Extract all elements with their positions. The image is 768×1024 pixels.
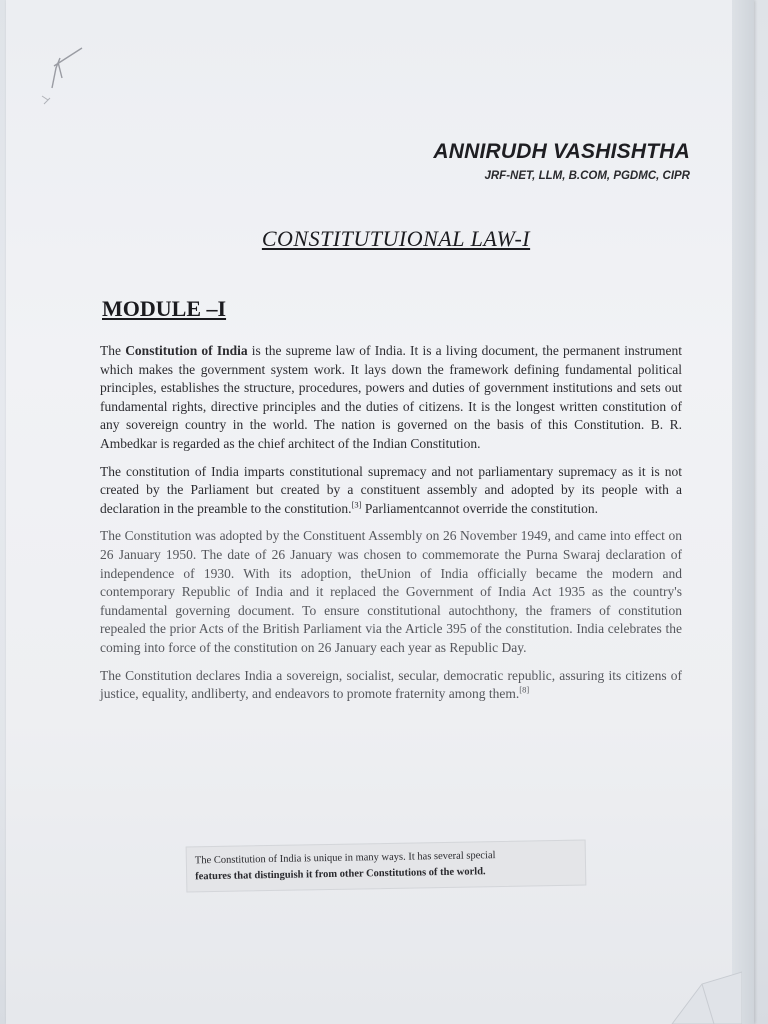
pen-scribble-mark: [34, 38, 94, 108]
body-text: [100, 342, 682, 713]
paragraph-4: The Constitution declares India a sovereign, socialist, secular, democratic republic, assuring its citizens of justice, equality, andliberty, and endeavors to promote fraternity among them.[8]: [100, 667, 682, 702]
document-title: CONSTITUTUIONAL LAW-I: [261, 226, 531, 251]
pasted-note-strip: [186, 840, 587, 893]
citation-ref: [8]: [519, 684, 530, 695]
author-qualifications: JRF-NET, LLM, B.COM, PGDMC, CIPR: [484, 170, 690, 182]
folded-page-corner: [662, 954, 742, 1024]
bold-term: Constitution of India: [125, 343, 248, 358]
note-line-1: The Constitution of India is unique in many ways. It has several special: [194, 850, 496, 867]
stacked-page-edge: [732, 0, 754, 1024]
paragraph-1: The Constitution of India is the supreme law of India. It is a living document, the permanent instrument which makes the government system work. It lays down the framework defining fundamental political principles, establishes the structure, procedures, powers and duties of government institutions and sets out fundamental rights, directive principles and the duties of citizens. It is the longest written constitution of any sovereign country in the world. The nation is governed on the basis of this Constitution. B. R. Ambedkar is regarded as the chief architect of the Indian Constitution.: [100, 343, 682, 451]
paragraph-3: The Constitution was adopted by the Constituent Assembly on 26 November 1949, and came into effect on 26 January 1950. The date of 26 January was chosen to commemorate the Purna Swaraj declaration of independence of 1930. With its adoption, theUnion of India officially became the modern and contemporary Republic of India and it replaced the Government of India Act 1935 as the country's fundamental governing document. To ensure constitutional autochthony, the framers of constitution repealed the prior Acts of the British Parliament via the Article 395 of the constitution. India celebrates the coming into force of the constitution on 26 January each year as Republic Day.: [100, 528, 682, 655]
author-block: [386, 140, 690, 182]
module-heading: MODULE –I: [102, 296, 227, 321]
note-line-2: features that distinguish it from other Constitutions of the world.: [195, 866, 486, 883]
document-page: [6, 0, 754, 1024]
citation-ref: [3]: [351, 499, 362, 510]
author-name: ANNIRUDH VASHISHTHA: [433, 140, 690, 163]
paragraph-2: The constitution of India imparts constitutional supremacy and not parliamentary supremacy as it is not created by the Parliament but created by a constituent assembly and adopted by its people with a declaration in the preamble to the constitution.[3] Parliamentcannot override the constitution.: [100, 463, 682, 516]
